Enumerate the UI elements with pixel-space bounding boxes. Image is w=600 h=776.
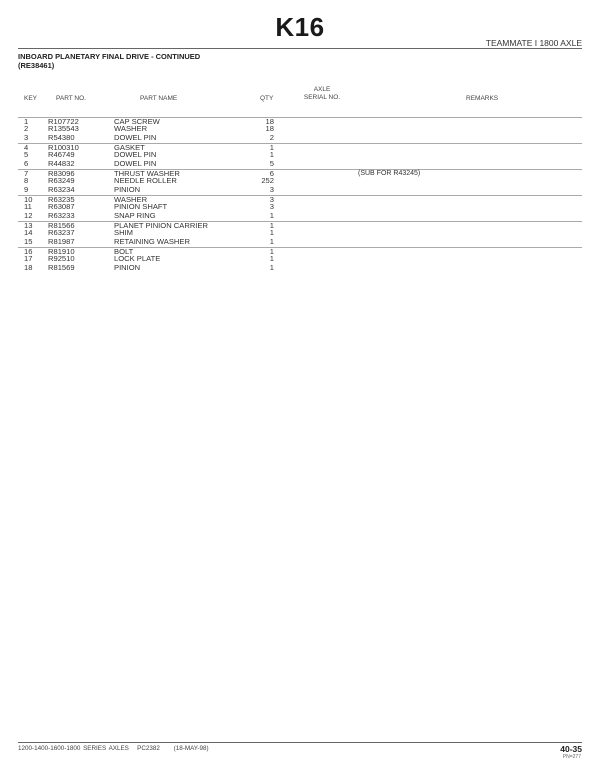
row-qty: 1 (269, 262, 274, 272)
table-row (18, 255, 582, 264)
table-row (18, 264, 582, 273)
row-key: 4 (24, 142, 29, 152)
table-row (18, 203, 582, 212)
table-row (18, 186, 582, 195)
table-row (18, 247, 582, 255)
row-part-name: CAP SCREW (114, 117, 160, 126)
row-key: 15 (24, 236, 33, 246)
col-part-no: PART NO. (56, 95, 86, 102)
section-title-text: INBOARD PLANETARY FINAL DRIVE - CONTINUED (18, 52, 201, 61)
row-qty: 1 (269, 211, 274, 220)
header-divider (18, 48, 582, 49)
row-part-no: R81910 (48, 246, 75, 256)
row-part-name: WASHER (114, 194, 148, 204)
table-row (18, 151, 582, 160)
table-row (18, 117, 582, 125)
table-row (18, 195, 582, 203)
row-qty: 2 (269, 133, 274, 143)
row-part-no: R107722 (48, 117, 79, 126)
row-part-no: R92510 (48, 254, 75, 264)
row-part-no: R135543 (48, 124, 79, 134)
row-part-no: R81569 (48, 262, 75, 272)
row-part-name: DOWEL PIN (114, 133, 157, 143)
table-row (18, 212, 582, 221)
row-part-name: THRUST WASHER (114, 168, 180, 178)
row-qty: 1 (269, 220, 274, 230)
row-key: 9 (24, 185, 29, 195)
row-key: 10 (24, 194, 33, 204)
row-key: 8 (24, 176, 29, 186)
row-part-no: R63233 (48, 211, 75, 220)
footer-page-number: 40-35 (560, 744, 582, 754)
col-remarks: REMARKS (466, 95, 499, 102)
row-qty: 1 (269, 236, 274, 246)
footer-pn: PN=277 (562, 754, 581, 760)
row-qty: 3 (269, 185, 274, 195)
row-part-no: R81987 (48, 236, 75, 246)
row-part-name: PINION (114, 262, 141, 272)
row-key: 1 (24, 117, 29, 126)
footer-publication: 1200-1400-1600-1800 SERIES AXLES PC2382 (18-MAY-98) (18, 745, 209, 752)
row-key: 17 (24, 254, 33, 264)
row-key: 16 (24, 246, 33, 256)
row-part-name: SNAP RING (114, 211, 156, 220)
footer-divider (18, 742, 582, 743)
row-qty: 252 (261, 176, 274, 186)
row-part-name: PINION SHAFT (114, 202, 168, 212)
row-part-no: R63087 (48, 202, 75, 212)
section-title (18, 52, 200, 70)
row-part-no: R63237 (48, 228, 75, 238)
table-row (18, 125, 582, 134)
row-part-name: BOLT (114, 246, 134, 256)
parts-table (18, 117, 582, 273)
row-part-no: R54380 (48, 133, 75, 143)
row-key: 7 (24, 168, 29, 178)
col-part-name: PART NAME (140, 95, 178, 102)
row-qty: 1 (269, 254, 274, 264)
row-part-name: DOWEL PIN (114, 159, 157, 169)
table-row (18, 229, 582, 238)
row-remarks: (SUB FOR R43245) (358, 169, 421, 177)
col-qty: QTY (260, 95, 274, 102)
row-qty: 18 (265, 117, 274, 126)
row-key: 13 (24, 220, 33, 230)
row-part-name: PLANET PINION CARRIER (114, 220, 208, 230)
table-row (18, 169, 582, 177)
assembly-number: (RE38461) (18, 61, 55, 70)
row-part-name: SHIM (114, 228, 133, 238)
row-part-name: WASHER (114, 124, 148, 134)
row-part-name: RETAINING WASHER (114, 236, 190, 246)
row-qty: 6 (269, 168, 274, 178)
row-qty: 3 (269, 194, 274, 204)
row-qty: 1 (269, 150, 274, 160)
row-qty: 3 (269, 202, 274, 212)
row-key: 18 (24, 262, 33, 272)
table-row (18, 177, 582, 186)
row-key: 11 (24, 202, 32, 212)
page-code: K16 (275, 12, 325, 42)
row-qty: 18 (265, 124, 274, 134)
table-row (18, 143, 582, 151)
row-part-name: GASKET (114, 142, 145, 152)
table-row (18, 221, 582, 229)
table-row (18, 160, 582, 169)
row-key: 12 (24, 211, 33, 220)
model-name: TEAMMATE I 1800 AXLE (485, 38, 582, 48)
row-part-name: NEEDLE ROLLER (114, 176, 177, 186)
row-part-no: R46749 (48, 150, 75, 160)
row-qty: 5 (269, 159, 274, 169)
row-part-no: R63235 (48, 194, 75, 204)
row-part-name: LOCK PLATE (114, 254, 161, 264)
row-part-no: R63249 (48, 176, 75, 186)
table-row (18, 134, 582, 143)
row-key: 14 (24, 228, 33, 238)
col-key: KEY (24, 95, 38, 102)
row-part-no: R81566 (48, 220, 75, 230)
row-qty: 1 (269, 246, 274, 256)
row-qty: 1 (269, 142, 274, 152)
table-row (18, 238, 582, 247)
row-part-no: R44832 (48, 159, 75, 169)
row-part-no: R100310 (48, 142, 79, 152)
col-axle-line1: AXLE (313, 86, 331, 93)
row-part-no: R63234 (48, 185, 75, 195)
row-part-name: PINION (114, 185, 141, 195)
row-part-no: R83096 (48, 168, 75, 178)
row-qty: 1 (269, 228, 274, 238)
col-axle-line2: SERIAL NO. (303, 94, 341, 101)
row-key: 6 (24, 159, 29, 169)
row-key: 2 (24, 124, 29, 134)
row-part-name: DOWEL PIN (114, 150, 157, 160)
row-key: 5 (24, 150, 29, 160)
col-axle-serial (296, 86, 348, 102)
row-key: 3 (24, 133, 29, 143)
